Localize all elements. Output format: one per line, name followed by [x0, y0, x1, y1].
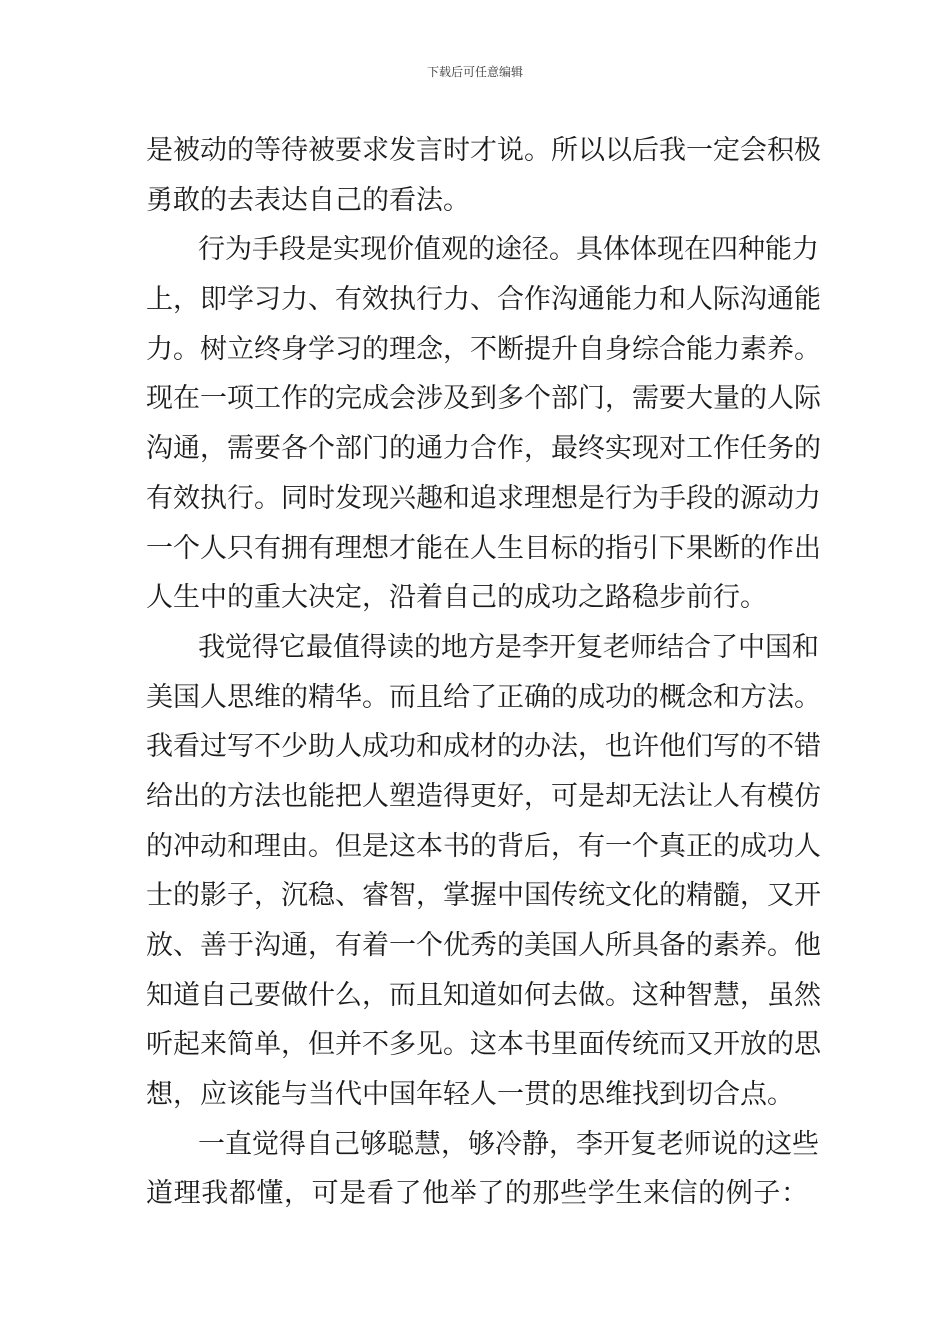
text-line: 行为手段是实现价值观的途径。具体体现在四种能力	[198, 234, 819, 266]
text-line: 是被动的等待被要求发言时才说。所以以后我一定会积极	[146, 135, 821, 166]
text-line: 美国人思维的精华。而且给了正确的成功的概念和方法。	[146, 681, 821, 713]
paragraph	[146, 1120, 819, 1219]
text-line: 的冲动和理由。但是这本书的背后，有一个真正的成功人	[146, 830, 821, 862]
text-line: 道理我都懂，可是看了他举了的那些学生来信的例子：	[146, 1178, 808, 1210]
text-line: 人生中的重大决定，沿着自己的成功之路稳步前行。	[146, 582, 767, 614]
page-header: 下载后可任意编辑	[426, 65, 523, 79]
text-line: 给出的方法也能把人塑造得更好，可是却无法让人有模仿	[146, 780, 821, 812]
text-line: 我觉得它最值得读的地方是李开复老师结合了中国和	[198, 631, 819, 663]
text-line: 沟通，需要各个部门的通力合作，最终实现对工作任务的	[146, 433, 821, 465]
text-line: 知道自己要做什么，而且知道如何去做。这种智慧，虽然	[146, 979, 821, 1011]
paragraph	[146, 126, 821, 225]
text-line: 我看过写不少助人成功和成材的办法，也许他们写的不错	[146, 731, 821, 763]
text-line: 一直觉得自己够聪慧，够冷静，李开复老师说的这些	[198, 1128, 819, 1160]
text-line: 想，应该能与当代中国年轻人一贯的思维找到切合点。	[146, 1079, 794, 1111]
text-line: 听起来简单，但并不多见。这本书里面传统而又开放的思	[146, 1029, 821, 1061]
paragraph	[146, 225, 821, 623]
text-line: 上，即学习力、有效执行力、合作沟通能力和人际沟通能	[146, 284, 821, 316]
text-line: 放、善于沟通，有着一个优秀的美国人所具备的素养。他	[146, 930, 821, 961]
text-line: 力。树立终身学习的理念，不断提升自身综合能力素养。	[146, 333, 821, 365]
paragraph	[146, 623, 821, 1120]
text-line: 一个人只有拥有理想才能在人生目标的指引下果断的作出	[146, 532, 821, 564]
text-line: 有效执行。同时发现兴趣和追求理想是行为手段的源动力	[146, 482, 821, 514]
text-line: 现在一项工作的完成会涉及到多个部门，需要大量的人际	[146, 383, 821, 415]
document-body	[146, 126, 821, 1219]
text-line: 勇敢的去表达自己的看法。	[146, 184, 470, 216]
text-line: 士的影子，沉稳、睿智，掌握中国传统文化的精髓，又开	[146, 880, 821, 912]
